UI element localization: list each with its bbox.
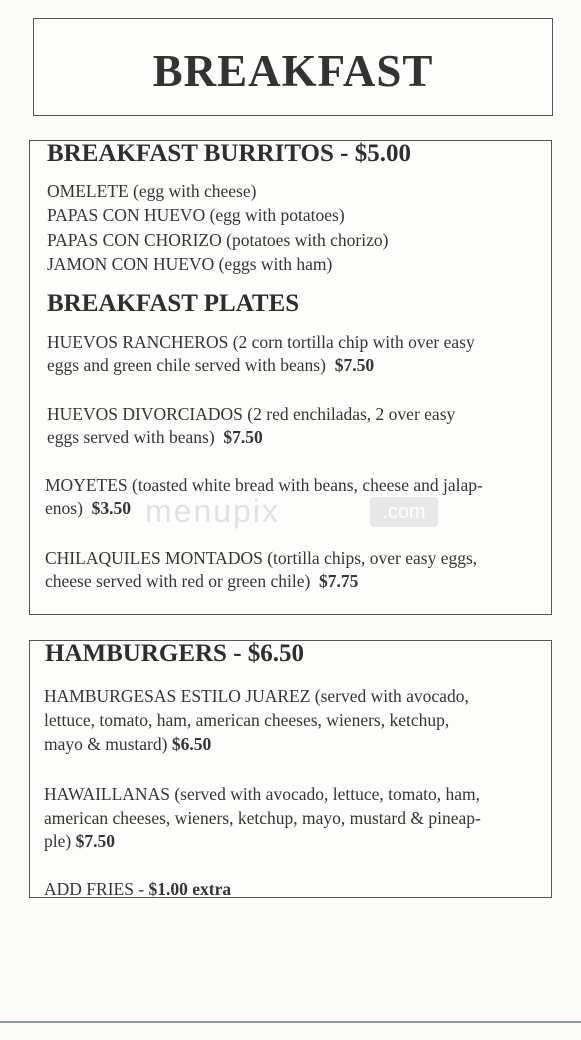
burrito-item: PAPAS CON CHORIZO (potatoes with chorizo) [47, 230, 389, 250]
plate-price: $3.50 [91, 498, 132, 518]
burritos-heading: BREAKFAST BURRITOS - $5.00 [47, 140, 411, 167]
burger-price: $7.50 [75, 831, 115, 851]
plate-item-line: eggs served with beans) $7.50 [47, 427, 263, 447]
hamburgers-heading: HAMBURGERS - $6.50 [45, 640, 305, 667]
plates-heading: BREAKFAST PLATES [47, 290, 300, 317]
burger-item-line: HAWAILLANAS (served with avocado, lettuce, tomato, ham, [44, 784, 480, 804]
plate-price: $7.50 [334, 355, 375, 375]
plate-item-line: MOYETES (toasted white bread with beans, cheese and jalap- [45, 475, 483, 495]
plate-item-line: enos) $3.50 [45, 498, 132, 518]
plate-price: $7.75 [319, 571, 359, 591]
page-title: BREAKFAST [152, 46, 434, 96]
burrito-item: OMELETE (egg with cheese) [47, 181, 257, 201]
burger-item-line: lettuce, tomato, ham, american cheeses, wieners, ketchup, [44, 710, 450, 730]
bottom-rule [0, 1021, 581, 1023]
plate-item-line: CHILAQUILES MONTADOS (tortilla chips, over easy eggs, [45, 548, 478, 568]
title-box [33, 18, 553, 116]
plate-item-line: HUEVOS DIVORCIADOS (2 red enchiladas, 2 over easy [47, 404, 456, 424]
watermark: menupix [145, 493, 280, 529]
burger-item-line: mayo & mustard) $6.50 [44, 734, 212, 754]
fries-price: $1.00 extra [148, 879, 232, 899]
burrito-item: PAPAS CON HUEVO (egg with potatoes) [47, 205, 345, 225]
burger-item-line: ple) $7.50 [44, 831, 115, 851]
plate-item-line: HUEVOS RANCHEROS (2 corn tortilla chip with over easy [47, 332, 475, 352]
burger-item-line: HAMBURGESAS ESTILO JUAREZ (served with avocado, [44, 686, 469, 706]
hamburgers-section [29, 640, 552, 898]
burger-price: $6.50 [171, 734, 212, 754]
plate-price: $7.50 [223, 427, 263, 447]
fries-line: ADD FRIES - $1.00 extra [44, 879, 232, 899]
burrito-item: JAMON CON HUEVO (eggs with ham) [47, 254, 333, 274]
burger-item-line: american cheeses, wieners, ketchup, mayo, mustard & pineap- [44, 808, 481, 828]
plate-item-line: eggs and green chile served with beans) $7.50 [47, 355, 375, 375]
watermark-suffix: .com [370, 497, 438, 527]
plate-item-line: cheese served with red or green chile) $7.75 [45, 571, 359, 591]
